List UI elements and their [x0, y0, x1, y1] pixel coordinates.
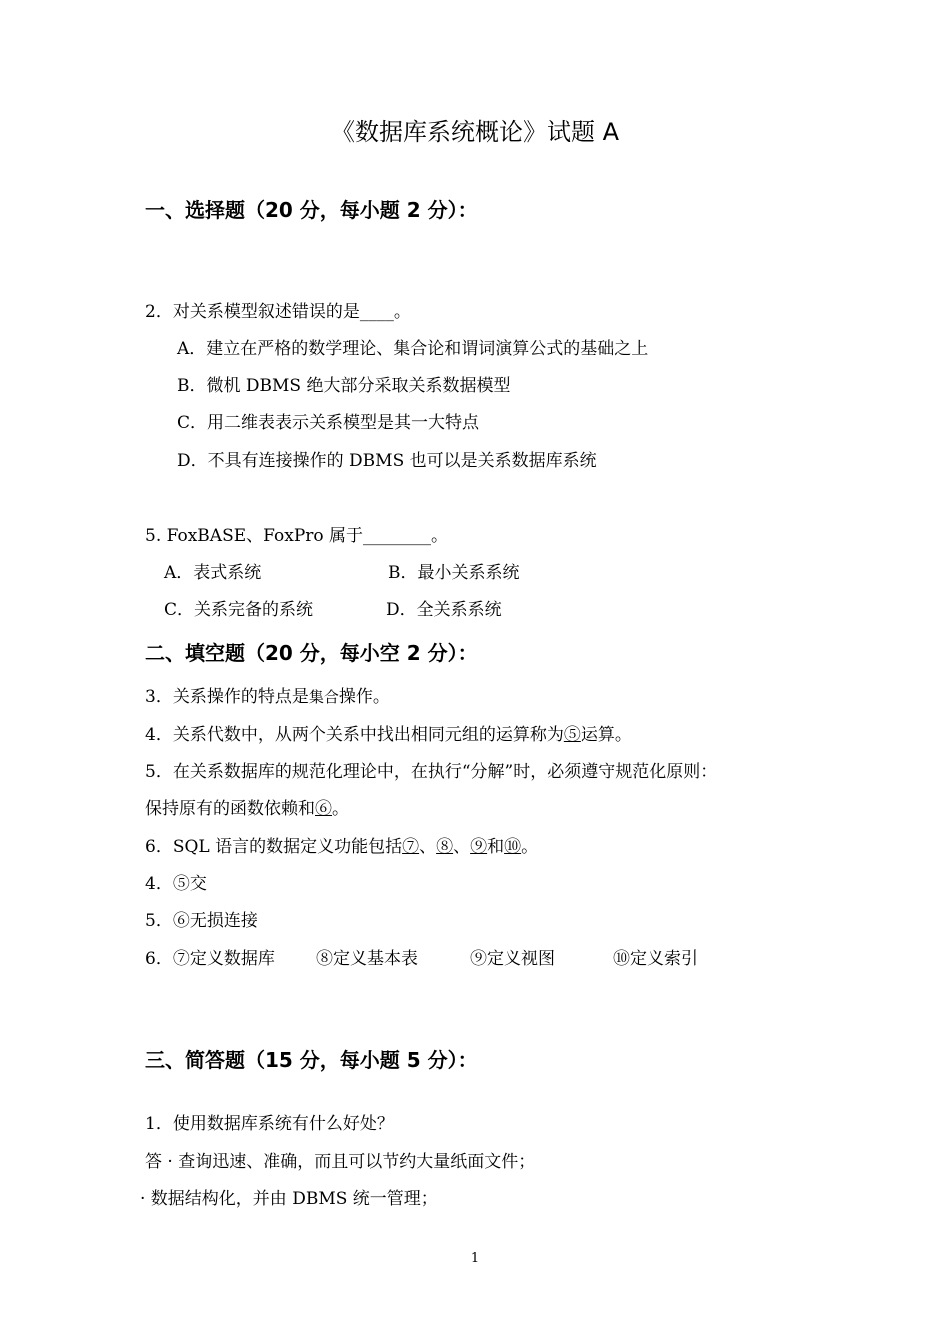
blank-9: ⑨ [470, 837, 488, 857]
fill-q3-prefix: 3．关系操作的特点是 [145, 687, 309, 707]
q2-option-d: D．不具有连接操作的 DBMS 也可以是关系数据库系统 [177, 451, 597, 471]
blank-8: ⑧ [436, 837, 454, 857]
blank-10: ⑩ [504, 837, 522, 857]
fill-q6-sep1: 、 [419, 837, 437, 857]
section3-heading: 三、简答题（15 分，每小题 5 分）： [145, 1048, 478, 1072]
section1-heading: 一、选择题（20 分，每小题 2 分）： [145, 198, 478, 222]
answer-6-part1: 6．⑦定义数据库 [145, 949, 275, 969]
fill-q3 [145, 689, 390, 706]
answer-5: 5．⑥无损连接 [145, 911, 258, 931]
short-answer-q1: 1．使用数据库系统有什么好处？ [145, 1114, 394, 1134]
fill-q4 [145, 727, 632, 744]
answer-6-part3: ⑨定义视图 [470, 949, 555, 969]
q2-option-a: A．建立在严格的数学理论、集合论和谓词演算公式的基础之上 [177, 339, 649, 359]
fill-q5-suffix: 。 [332, 799, 349, 819]
q5-option-d: D．全关系系统 [386, 600, 502, 620]
answer-6-part4: ⑩定义索引 [613, 949, 698, 969]
blank-7: ⑦ [402, 837, 420, 857]
short-answer-a1-line1: 答 · 查询迅速、准确，而且可以节约大量纸面文件； [145, 1152, 536, 1172]
fill-q6-prefix: 6．SQL 语言的数据定义功能包括 [145, 837, 403, 857]
fill-q6-and: 和 [487, 837, 505, 857]
page-number: 1 [470, 1251, 480, 1266]
q2-option-b: B．微机 DBMS 绝大部分采取关系数据模型 [177, 376, 511, 396]
blank-6: ⑥ [315, 799, 332, 819]
fill-q5-prefix: 保持原有的函数依赖和 [145, 799, 315, 819]
fill-q6 [145, 839, 538, 856]
q2-stem: 2．对关系模型叙述错误的是____。 [145, 302, 411, 322]
answer-6-part2: ⑧定义基本表 [316, 949, 418, 969]
fill-q6-sep2: 、 [453, 837, 471, 857]
q5-option-a: A．表式系统 [164, 563, 262, 583]
fill-q3-suffix: 操作。 [338, 687, 390, 707]
short-answer-a1-line2: · 数据结构化，并由 DBMS 统一管理； [140, 1189, 438, 1209]
fill-q4-suffix: 运算。 [580, 725, 632, 745]
document-title: 《数据库系统概论》试题 A [330, 118, 620, 146]
fill-q6-suffix: 。 [521, 837, 539, 857]
fill-q3-answer: 集合 [308, 688, 339, 706]
section2-heading: 二、填空题（20 分，每小空 2 分）： [145, 641, 478, 665]
answer-4: 4．⑤交 [145, 874, 207, 894]
q5-option-b: B．最小关系系统 [388, 563, 520, 583]
q5-option-c: C．关系完备的系统 [164, 600, 314, 620]
q5-stem: 5. FoxBASE、FoxPro 属于________。 [145, 526, 449, 546]
blank-5: ⑤ [563, 725, 581, 745]
fill-q4-prefix: 4．关系代数中，从两个关系中找出相同元组的运算称为 [145, 725, 564, 745]
q2-option-c: C．用二维表表示关系模型是其一大特点 [177, 413, 480, 433]
fill-q5-line2 [145, 801, 349, 818]
fill-q5-line1: 5．在关系数据库的规范化理论中，在执行“分解”时，必须遵守规范化原则： [145, 762, 718, 782]
